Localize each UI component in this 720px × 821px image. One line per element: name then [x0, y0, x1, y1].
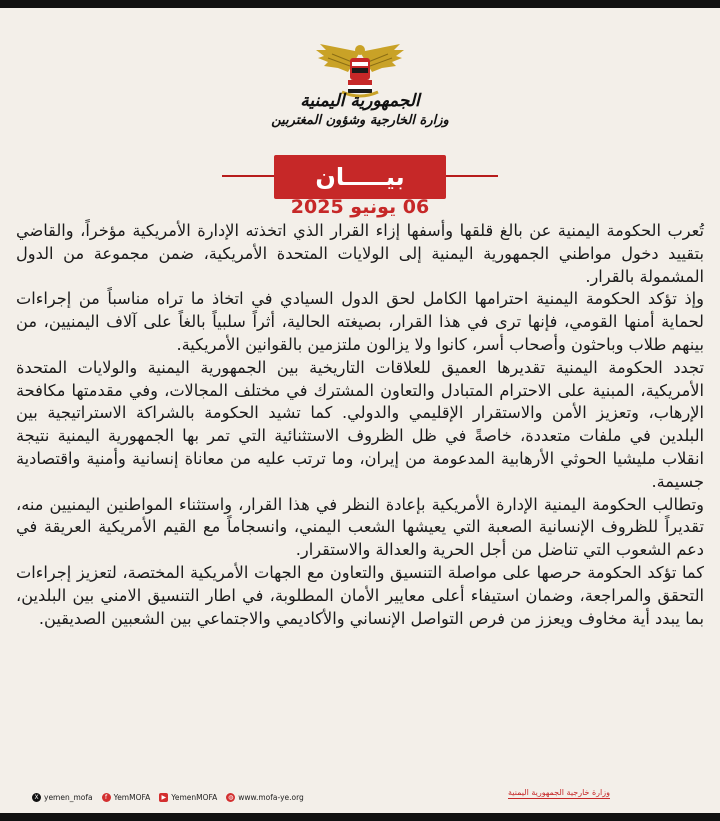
globe-icon: ◍ [228, 793, 234, 801]
statement-paragraph-3: تجدد الحكومة اليمنية تقديرها العميق للعلاقات التاريخية بين الجمهورية اليمنية والولايات المتحدة الأمريكية، المبنية على الاحترام المتبادل والتعاون المشترك في مختلف المجالات، وفي مقدمتها مكافحة الإرهاب، وتعزيز الأمن والاستقرار الإقليمي والدولي. كما تشيد الحكومة بالشراكة الاستراتيجية بين البلدين في ملفات متعددة، خاصةً في ظل الظروف الاستثنائية التي تمر بها الجمهورية اليمنية نتيجة انقلاب مليشيا الحوثي الأرهابية المدعومة من إيران، وما ترتب عليه من معاناة إنسانية وأمنية واقتصادية جسيمة. [16, 357, 704, 491]
social-links [32, 790, 304, 804]
x-icon: X [32, 793, 41, 802]
social-x-label: yemen_mofa [44, 792, 93, 802]
top-border [0, 0, 720, 8]
statement-body [16, 220, 704, 630]
ministry-line2: وزارة الخارجية وشؤون المغتربين [271, 113, 449, 128]
statement-paragraph-5: كما تؤكد الحكومة حرصها على مواصلة التنسيق والتعاون مع الجهات الأمريكية المختصة، لتعزيز إجراءات التحقق والمراجعة، وضمان استيفاء أعلى معايير الأمان المطلوبة، في اطار التنسيق الامني بين البلدين، بما يبدد أية مخاوف ويعزز من فرص التواصل الإنساني والأكاديمي والاجتماعي بين الشعبين الصديقين. [16, 562, 704, 628]
social-website[interactable] [226, 793, 304, 802]
social-youtube-label: YemenMOFA [171, 792, 218, 802]
statement-date: 06 يونيو 2025 [290, 196, 430, 218]
social-website-label: www.mofa-ye.org [238, 792, 304, 802]
statement-paragraph-1: تُعرب الحكومة اليمنية عن بالغ قلقها وأسفها إزاء القرار الذي اتخذته الإدارة الأمريكية مؤخراً، والقاضي بتقييد دخول مواطني الجمهورية اليمنية إلى الولايات المتحدة الأمريكية، ضمن مجموعة من الدول المشمولة بالقرار. [16, 221, 704, 286]
social-x[interactable] [32, 793, 93, 802]
statement-paragraph-2: وإذ تؤكد الحكومة اليمنية احترامها الكامل لحق الدول السيادي في اتخاذ ما تراه مناسباً من إجراءات لحماية أمنها القومي، فإنها ترى في هذا القرار، بصيغته الحالية، أثراً سلبياً بالغاً على آلاف اليمنيين، من بينهم طلاب وباحثون وأصحاب أسر، كانوا ولا يزالون ملتزمين بالقوانين الأمريكية. [16, 289, 704, 354]
social-youtube[interactable] [159, 793, 217, 802]
ministry-header [240, 90, 480, 130]
youtube-icon: ▶ [159, 793, 168, 802]
yemen-eagle-emblem-icon [312, 38, 408, 98]
social-facebook[interactable] [102, 793, 151, 802]
bottom-border [0, 813, 720, 821]
statement-title: بيـــــان [274, 155, 446, 199]
social-facebook-label: YemMOFA [113, 792, 151, 802]
footer-ministry-name: وزارة خارجية الجمهورية اليمنية [508, 788, 610, 797]
facebook-icon: f [102, 793, 111, 802]
statement-paragraph-4: وتطالب الحكومة اليمنية الإدارة الأمريكية بإعادة النظر في هذا القرار، واستثناء المواطنين اليمنيين منه، تقديراً للظروف الإنسانية الصعبة التي يعيشها الشعب اليمني، وانسجاماً مع القيم الأمريكية العريقة في دعم الشعوب التي تناضل من أجل الحرية والعدالة والاستقرار. [16, 494, 704, 560]
ministry-line1: الجمهورية اليمنية [300, 91, 420, 111]
